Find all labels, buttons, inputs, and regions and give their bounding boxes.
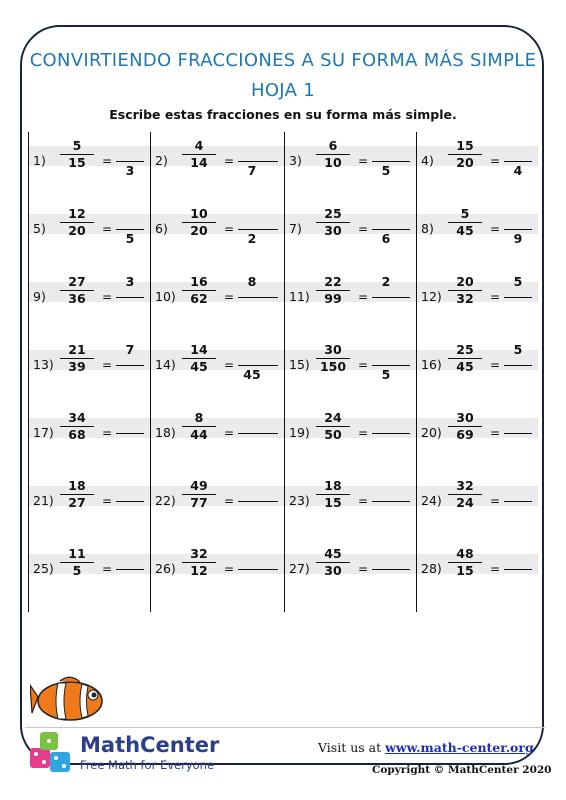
numerator: 21: [68, 342, 86, 357]
answer-denominator: 7: [247, 163, 257, 178]
problem-4: [416, 132, 538, 200]
numerator: 30: [324, 342, 342, 357]
problem-12: [416, 268, 538, 336]
numerator: 18: [324, 478, 342, 493]
fraction: [60, 342, 94, 375]
equals-sign: =: [490, 222, 501, 236]
numerator: 6: [328, 138, 338, 153]
problem-number: 9): [33, 289, 46, 304]
problem-number: 26): [155, 561, 176, 576]
problem-number: 25): [33, 561, 54, 576]
numerator: 12: [68, 206, 86, 221]
equals-sign: =: [358, 562, 369, 576]
answer-numerator: 8: [247, 274, 257, 289]
equals-sign: =: [102, 154, 113, 168]
numerator: 11: [68, 546, 86, 561]
answer-denominator: 5: [381, 367, 391, 382]
denominator: 30: [324, 223, 342, 239]
fraction: [316, 478, 350, 511]
fraction: [60, 138, 94, 171]
answer-line[interactable]: [504, 433, 532, 434]
problem-18: [150, 404, 284, 472]
numerator: 34: [68, 410, 86, 425]
denominator: 20: [190, 223, 208, 239]
denominator: 27: [68, 495, 86, 511]
problem-number: 16): [421, 357, 442, 372]
fraction: [60, 546, 94, 579]
fraction: [182, 138, 216, 171]
brand-name: MathCenter: [80, 733, 220, 757]
visit-line: [318, 740, 534, 755]
equals-sign: =: [102, 222, 113, 236]
denominator: 15: [456, 563, 474, 579]
fraction: [60, 410, 94, 443]
problem-number: 19): [289, 425, 310, 440]
problem-number: 27): [289, 561, 310, 576]
problem-27: [284, 540, 416, 608]
problem-15: [284, 336, 416, 404]
numerator: 4: [194, 138, 204, 153]
equals-sign: =: [490, 290, 501, 304]
answer-line[interactable]: [116, 365, 144, 366]
numerator: 18: [68, 478, 86, 493]
denominator: 20: [456, 155, 474, 171]
problem-21: [28, 472, 150, 540]
denominator: 20: [68, 223, 86, 239]
denominator: 15: [68, 155, 86, 171]
numerator: 27: [68, 274, 86, 289]
problem-16: [416, 336, 538, 404]
answer-denominator: 4: [513, 163, 523, 178]
equals-sign: =: [224, 426, 235, 440]
problem-17: [28, 404, 150, 472]
fraction: [448, 138, 482, 171]
answer-numerator: 3: [125, 274, 135, 289]
fraction: [182, 410, 216, 443]
answer-line[interactable]: [504, 501, 532, 502]
numerator: 32: [456, 478, 474, 493]
answer-denominator: 3: [125, 163, 135, 178]
denominator: 5: [72, 563, 82, 579]
answer-numerator: 5: [513, 274, 523, 289]
numerator: 10: [190, 206, 208, 221]
problem-number: 13): [33, 357, 54, 372]
answer-line[interactable]: [238, 433, 278, 434]
problem-24: [416, 472, 538, 540]
numerator: 16: [190, 274, 208, 289]
equals-sign: =: [224, 562, 235, 576]
problem-14: [150, 336, 284, 404]
denominator: 14: [190, 155, 208, 171]
fraction: [316, 206, 350, 239]
equals-sign: =: [224, 222, 235, 236]
fraction: [448, 274, 482, 307]
problem-1: [28, 132, 150, 200]
equals-sign: =: [224, 494, 235, 508]
fraction: [182, 546, 216, 579]
denominator: 62: [190, 291, 208, 307]
fraction: [448, 546, 482, 579]
denominator: 15: [324, 495, 342, 511]
equals-sign: =: [490, 562, 501, 576]
problem-number: 1): [33, 153, 46, 168]
problem-number: 8): [421, 221, 434, 236]
equals-sign: =: [490, 358, 501, 372]
equals-sign: =: [358, 494, 369, 508]
fraction: [448, 478, 482, 511]
problem-22: [150, 472, 284, 540]
fraction: [182, 342, 216, 375]
denominator: 69: [456, 427, 474, 443]
fraction: [448, 410, 482, 443]
numerator: 20: [456, 274, 474, 289]
instructions: Escribe estas fracciones en su forma más simple.: [109, 107, 457, 122]
worksheet-title: CONVIRTIENDO FRACCIONES A SU FORMA MÁS SIMPLE: [29, 50, 537, 71]
problem-10: [150, 268, 284, 336]
brand-tagline: Free Math for Everyone: [80, 758, 215, 772]
equals-sign: =: [102, 494, 113, 508]
equals-sign: =: [358, 222, 369, 236]
answer-numerator: 5: [513, 342, 523, 357]
problem-25: [28, 540, 150, 608]
fraction: [316, 342, 350, 375]
problem-number: 20): [421, 425, 442, 440]
denominator: 39: [68, 359, 86, 375]
equals-sign: =: [224, 154, 235, 168]
denominator: 99: [324, 291, 342, 307]
answer-line[interactable]: [504, 365, 532, 366]
problem-6: [150, 200, 284, 268]
problem-number: 7): [289, 221, 302, 236]
answer-line[interactable]: [372, 433, 410, 434]
problem-number: 23): [289, 493, 310, 508]
numerator: 25: [324, 206, 342, 221]
denominator: 30: [324, 563, 342, 579]
visit-text: Visit us at: [318, 740, 382, 755]
dice-cubes-logo-icon: [28, 730, 74, 776]
fraction: [60, 206, 94, 239]
fraction: [60, 478, 94, 511]
problem-5: [28, 200, 150, 268]
numerator: 15: [456, 138, 474, 153]
equals-sign: =: [358, 154, 369, 168]
equals-sign: =: [102, 562, 113, 576]
answer-line[interactable]: [238, 501, 278, 502]
denominator: 10: [324, 155, 342, 171]
problem-number: 21): [33, 493, 54, 508]
equals-sign: =: [102, 426, 113, 440]
denominator: 68: [68, 427, 86, 443]
denominator: 44: [190, 427, 208, 443]
numerator: 32: [190, 546, 208, 561]
problem-number: 15): [289, 357, 310, 372]
numerator: 5: [460, 206, 470, 221]
numerator: 45: [324, 546, 342, 561]
problem-19: [284, 404, 416, 472]
answer-line[interactable]: [238, 569, 278, 570]
problem-number: 4): [421, 153, 434, 168]
problem-number: 28): [421, 561, 442, 576]
numerator: 8: [194, 410, 204, 425]
answer-line[interactable]: [238, 297, 278, 298]
problem-number: 11): [289, 289, 310, 304]
answer-denominator: 5: [125, 231, 135, 246]
answer-line[interactable]: [372, 569, 410, 570]
problem-number: 18): [155, 425, 176, 440]
problem-number: 3): [289, 153, 302, 168]
numerator: 25: [456, 342, 474, 357]
equals-sign: =: [224, 358, 235, 372]
equals-sign: =: [490, 426, 501, 440]
problem-8: [416, 200, 538, 268]
problem-28: [416, 540, 538, 608]
fraction: [316, 546, 350, 579]
fraction: [182, 206, 216, 239]
equals-sign: =: [358, 290, 369, 304]
numerator: 24: [324, 410, 342, 425]
clownfish-icon: [30, 675, 110, 725]
fraction: [316, 138, 350, 171]
answer-line[interactable]: [116, 569, 144, 570]
problem-13: [28, 336, 150, 404]
answer-denominator: 45: [243, 367, 261, 382]
equals-sign: =: [358, 358, 369, 372]
numerator: 30: [456, 410, 474, 425]
answer-line[interactable]: [116, 501, 144, 502]
website-link[interactable]: www.math-center.org: [385, 740, 534, 755]
denominator: 12: [190, 563, 208, 579]
denominator: 36: [68, 291, 86, 307]
denominator: 77: [190, 495, 208, 511]
fraction: [448, 342, 482, 375]
equals-sign: =: [358, 426, 369, 440]
worksheet-subtitle: HOJA 1: [251, 80, 315, 101]
fraction: [60, 274, 94, 307]
denominator: 50: [324, 427, 342, 443]
problem-number: 6): [155, 221, 168, 236]
equals-sign: =: [224, 290, 235, 304]
problem-7: [284, 200, 416, 268]
fraction: [316, 410, 350, 443]
problem-number: 12): [421, 289, 442, 304]
numerator: 5: [72, 138, 82, 153]
numerator: 49: [190, 478, 208, 493]
denominator: 32: [456, 291, 474, 307]
denominator: 45: [456, 223, 474, 239]
denominator: 24: [456, 495, 474, 511]
problem-number: 22): [155, 493, 176, 508]
answer-line[interactable]: [116, 297, 144, 298]
footer-divider: [25, 727, 545, 728]
numerator: 22: [324, 274, 342, 289]
denominator: 45: [190, 359, 208, 375]
problem-number: 17): [33, 425, 54, 440]
answer-line[interactable]: [372, 297, 410, 298]
problem-number: 10): [155, 289, 176, 304]
numerator: 48: [456, 546, 474, 561]
denominator: 150: [319, 359, 347, 375]
problem-20: [416, 404, 538, 472]
equals-sign: =: [490, 494, 501, 508]
problem-11: [284, 268, 416, 336]
fraction: [182, 274, 216, 307]
problem-number: 5): [33, 221, 46, 236]
answer-line[interactable]: [504, 297, 532, 298]
equals-sign: =: [102, 290, 113, 304]
answer-numerator: 2: [381, 274, 391, 289]
problem-number: 24): [421, 493, 442, 508]
answer-denominator: 6: [381, 231, 391, 246]
problem-26: [150, 540, 284, 608]
fraction: [448, 206, 482, 239]
copyright: Copyright © MathCenter 2020: [372, 764, 552, 776]
problem-2: [150, 132, 284, 200]
problem-23: [284, 472, 416, 540]
answer-line[interactable]: [116, 433, 144, 434]
answer-line[interactable]: [372, 501, 410, 502]
numerator: 14: [190, 342, 208, 357]
problem-9: [28, 268, 150, 336]
answer-line[interactable]: [504, 569, 532, 570]
answer-denominator: 5: [381, 163, 391, 178]
answer-numerator: 7: [125, 342, 135, 357]
answer-denominator: 9: [513, 231, 523, 246]
problem-number: 14): [155, 357, 176, 372]
problem-number: 2): [155, 153, 168, 168]
denominator: 45: [456, 359, 474, 375]
problem-3: [284, 132, 416, 200]
equals-sign: =: [102, 358, 113, 372]
fraction: [182, 478, 216, 511]
equals-sign: =: [490, 154, 501, 168]
problems-grid: [28, 132, 538, 612]
fraction: [316, 274, 350, 307]
answer-denominator: 2: [247, 231, 257, 246]
